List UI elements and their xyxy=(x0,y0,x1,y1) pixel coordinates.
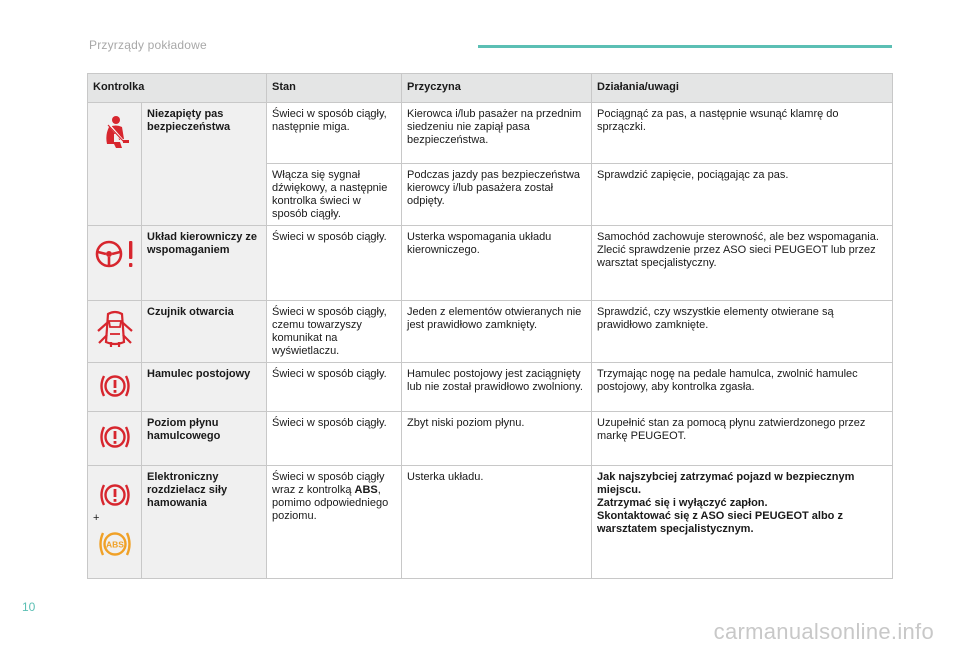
col-header-kontrolka: Kontrolka xyxy=(88,74,267,103)
power-steering-icon xyxy=(94,239,136,271)
plus-sign: + xyxy=(93,512,100,524)
cell-dzialania: Pociągnąć za pas, a następnie wsunąć klamrę do sprzączki. xyxy=(592,103,893,164)
cell-stan: Świeci w sposób ciągły, czemu towarzyszy komunikat na wyświetlaczu. xyxy=(267,301,402,363)
door-open-icon xyxy=(95,309,135,349)
header-accent-bar xyxy=(478,45,892,48)
table-row xyxy=(88,226,893,301)
brake-fluid-icon xyxy=(97,422,133,452)
icon-cell xyxy=(88,226,142,301)
abs-icon-label: ABS xyxy=(105,539,124,550)
brake-ebd-icon xyxy=(97,480,133,510)
seatbelt-icon xyxy=(99,115,131,149)
cell-stan: Świeci w sposób ciągły. xyxy=(267,363,402,412)
cell-stan: Świeci w sposób ciągły, następnie miga. xyxy=(267,103,402,164)
table-row xyxy=(88,363,893,412)
col-header-stan: Stan xyxy=(267,74,402,103)
cell-przyczyna: Zbyt niski poziom płynu. xyxy=(402,412,592,466)
cell-przyczyna: Kierowca i/lub pasażer na przednim siedzeniu nie zapiął pasa bezpieczeństwa. xyxy=(402,103,592,164)
cell-przyczyna: Usterka wspomagania układu kierowniczego. xyxy=(402,226,592,301)
stan-text: Świeci w sposób ciągły wraz z kontrolką xyxy=(272,471,385,496)
cell-przyczyna: Podczas jazdy pas bezpieczeństwa kierowcy i/lub pasażera został odpięty. xyxy=(402,164,592,226)
table-row xyxy=(88,103,893,164)
cell-przyczyna: Hamulec postojowy jest zaciągnięty lub nie został prawidłowo zwolniony. xyxy=(402,363,592,412)
warning-lights-table xyxy=(87,73,893,579)
icon-cell xyxy=(88,363,142,412)
lamp-name: Poziom płynu hamulcowego xyxy=(142,412,267,466)
cell-stan: Włącza się sygnał dźwiękowy, a następnie kontrolka świeci w sposób ciągły. xyxy=(267,164,402,226)
lamp-name: Elektroniczny rozdzielacz siły hamowania xyxy=(142,466,267,579)
lamp-name: Układ kierowniczy ze wspomaganiem xyxy=(142,226,267,301)
section-title: Przyrządy pokładowe xyxy=(89,38,207,52)
table-row xyxy=(88,412,893,466)
lamp-name: Czujnik otwarcia xyxy=(142,301,267,363)
cell-stan: Świeci w sposób ciągły. xyxy=(267,226,402,301)
cell-przyczyna: Usterka układu. xyxy=(402,466,592,579)
cell-stan: Świeci w sposób ciągły. xyxy=(267,412,402,466)
cell-dzialania: Uzupełnić stan za pomocą płynu zatwierdzonego przez markę PEUGEOT. xyxy=(592,412,893,466)
cell-stan xyxy=(267,466,402,579)
stan-text-end: , pomimo odpowiedniego poziomu. xyxy=(272,484,389,522)
cell-przyczyna: Jeden z elementów otwieranych nie jest prawidłowo zamknięty. xyxy=(402,301,592,363)
col-header-przyczyna: Przyczyna xyxy=(402,74,592,103)
icon-cell xyxy=(88,301,142,363)
cell-dzialania: Samochód zachowuje sterowność, ale bez wspomagania. Zlecić sprawdzenie przez ASO sieci PEUGEOT lub przez warsztat specjalistyczny. xyxy=(592,226,893,301)
lamp-name: Niezapięty pas bezpieczeństwa xyxy=(142,103,267,226)
table-header-row xyxy=(88,74,893,103)
icon-cell xyxy=(88,466,142,579)
stan-abs: ABS xyxy=(354,484,378,496)
col-header-dzialania: Działania/uwagi xyxy=(592,74,893,103)
page-number: 10 xyxy=(22,600,36,614)
table-row xyxy=(88,466,893,579)
parking-brake-icon xyxy=(97,371,133,401)
cell-dzialania: Jak najszybciej zatrzymać pojazd w bezpiecznym miejscu. Zatrzymać się i wyłączyć zapłon. Skontaktować się z ASO sieci PEUGEOT albo z warsztatem specjalistycznym. xyxy=(592,466,893,579)
watermark: carmanualsonline.info xyxy=(713,619,934,644)
cell-dzialania: Sprawdzić, czy wszystkie elementy otwierane są prawidłowo zamknięte. xyxy=(592,301,893,363)
icon-cell xyxy=(88,103,142,226)
icon-cell xyxy=(88,412,142,466)
abs-icon xyxy=(97,529,133,559)
cell-dzialania: Trzymając nogę na pedale hamulca, zwolnić hamulec postojowy, aby kontrolka zgasła. xyxy=(592,363,893,412)
table-row xyxy=(88,301,893,363)
cell-dzialania: Sprawdzić zapięcie, pociągając za pas. xyxy=(592,164,893,226)
lamp-name: Hamulec postojowy xyxy=(142,363,267,412)
